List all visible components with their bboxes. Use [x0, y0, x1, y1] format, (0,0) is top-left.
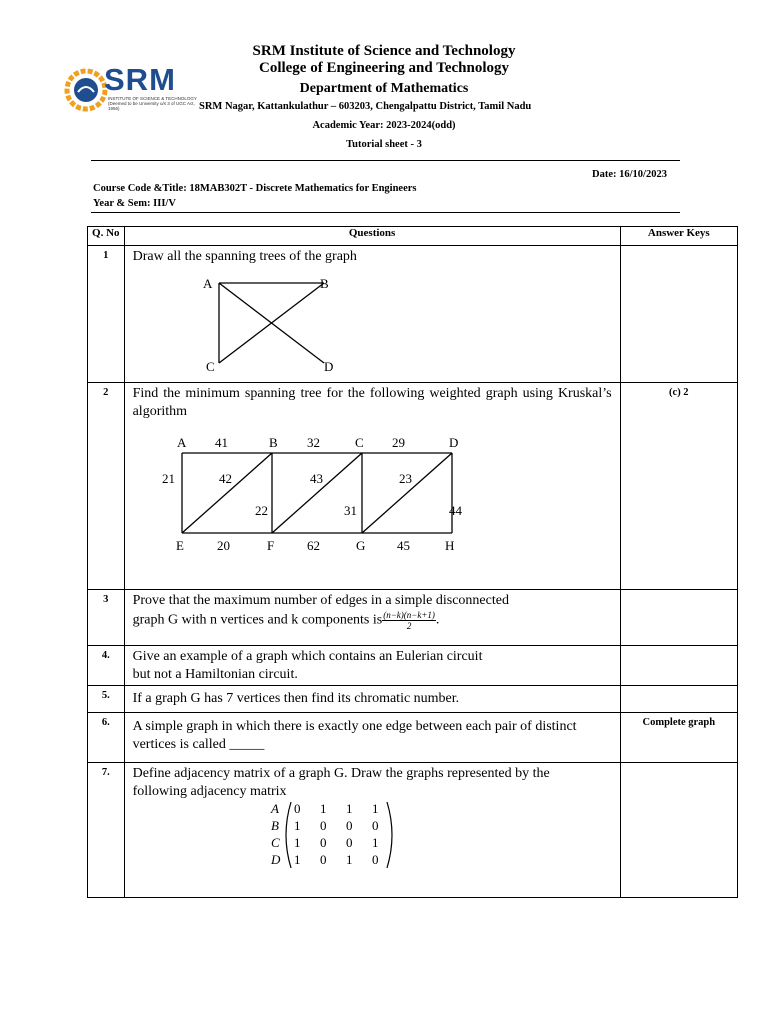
weight-gh: 45: [396, 538, 410, 553]
weight-dg-diagonal: 23: [398, 471, 412, 486]
table-row: [88, 646, 738, 686]
vertex-label-e: E: [175, 538, 184, 553]
matrix-cell: 0: [293, 801, 301, 816]
weight-bf: 22: [254, 503, 268, 518]
table-row: [88, 713, 738, 763]
question-cell: [124, 246, 620, 383]
questions-header: Questions: [124, 227, 620, 246]
weight-cg: 31: [343, 503, 357, 518]
date: Date: 16/10/2023: [592, 169, 667, 180]
question-number: 6.: [88, 713, 125, 763]
vertex-label-f: F: [266, 538, 274, 553]
matrix-cell: 0: [371, 852, 379, 867]
logo-subtitle: INSTITUTE OF SCIENCE & TECHNOLOGY (Deemed to be University u/s 3 of UGC Act, 1956): [108, 96, 197, 111]
table-header-row: [88, 227, 738, 246]
weight-ab: 41: [214, 435, 228, 450]
weight-ae: 21: [161, 471, 175, 486]
question-cell: [124, 763, 620, 898]
department-name: Department of Mathematics: [299, 81, 469, 96]
matrix-cell: 1: [345, 852, 353, 867]
matrix-cell: 1: [371, 835, 379, 850]
header-rule: [91, 160, 680, 161]
answer-cell: [620, 763, 737, 898]
spanning-tree-graph: [199, 268, 399, 373]
question-text-line2: graph G with n vertices and k components is $\frac{(n-k)(n-k+1)}{2}$ .: [132, 610, 440, 631]
adjacency-matrix: [269, 801, 449, 871]
question-text: Define adjacency matrix of a graph G. Draw the graphs represented by the following adjacency matrix: [132, 766, 550, 799]
answer-cell: [620, 686, 737, 713]
weight-cd: 29: [391, 435, 405, 450]
weight-fg: 62: [306, 538, 320, 553]
table-row: [88, 763, 738, 898]
logo-text: SRM: [104, 62, 176, 97]
weight-ef: 20: [216, 538, 230, 553]
question-text: Draw all the spanning trees of the graph: [132, 249, 357, 264]
answer-cell: (c) 2: [620, 383, 737, 590]
course-title: Course Code &Title: 18MAB302T - Discrete Mathematics for Engineers: [93, 183, 417, 194]
matrix-cell: 0: [319, 852, 327, 867]
vertex-label-a: A: [176, 435, 186, 450]
matrix-row-label: D: [270, 852, 280, 867]
qno-header: Q. No: [88, 227, 125, 246]
vertex-label-c: C: [354, 435, 364, 450]
question-text: If a graph G has 7 vertices then find its chromatic number.: [124, 686, 620, 713]
question-cell: [124, 383, 620, 590]
vertex-label-h: H: [444, 538, 454, 553]
answer-cell: Complete graph: [620, 713, 737, 763]
vertex-label-a: A: [202, 276, 212, 291]
vertex-label-c: C: [205, 359, 215, 373]
question-number: 5.: [88, 686, 125, 713]
question-number: 7.: [88, 763, 125, 898]
question-cell: [124, 590, 620, 646]
question-text: Prove that the maximum number of edges in a simple disconnected: [132, 593, 509, 608]
matrix-cell: 1: [293, 818, 301, 833]
weight-bf-diagonal: 42: [218, 471, 232, 486]
matrix-cell: 1: [345, 801, 353, 816]
question-text-part: graph G with n vertices and k components is: [132, 612, 383, 628]
formula-denominator: 2: [406, 621, 412, 631]
meta-rule: [91, 212, 680, 213]
institute-name: SRM Institute of Science and Technology: [252, 43, 516, 59]
question-number: 1: [88, 246, 125, 383]
matrix-cell: 0: [371, 818, 379, 833]
srm-emblem-icon: [64, 68, 108, 112]
weight-dh: 44: [448, 503, 462, 518]
weighted-graph: [157, 429, 517, 554]
matrix-cell: 0: [319, 818, 327, 833]
question-number: 3: [88, 590, 125, 646]
table-row: [88, 686, 738, 713]
weight-cf-diagonal: 43: [309, 471, 323, 486]
matrix-cell: 1: [293, 835, 301, 850]
matrix-cell: 0: [345, 818, 353, 833]
table-row: [88, 246, 738, 383]
vertex-label-d: D: [323, 359, 333, 373]
tutorial-sheet: Tutorial sheet - 3: [346, 139, 422, 150]
answers-header: Answer Keys: [620, 227, 737, 246]
formula-fraction: [382, 610, 436, 631]
answer-cell: [620, 590, 737, 646]
question-text: Give an example of a graph which contains an Eulerian circuit but not a Hamiltonian circuit.: [124, 646, 620, 686]
matrix-cell: 1: [293, 852, 301, 867]
vertex-label-b: B: [319, 276, 329, 291]
answer-cell: [620, 246, 737, 383]
matrix-row-label: C: [270, 835, 280, 850]
vertex-label-g: G: [355, 538, 365, 553]
matrix-row-label: B: [270, 818, 279, 833]
academic-year: Academic Year: 2023-2024(odd): [312, 120, 456, 131]
vertex-label-b: B: [268, 435, 278, 450]
question-number: 4.: [88, 646, 125, 686]
question-number: 2: [88, 383, 125, 590]
weight-bc: 32: [306, 435, 320, 450]
matrix-row-label: A: [270, 801, 279, 816]
vertex-label-d: D: [448, 435, 458, 450]
matrix-cell: 0: [345, 835, 353, 850]
matrix-cell: 1: [371, 801, 379, 816]
table-row: [88, 383, 738, 590]
address: SRM Nagar, Kattankulathur – 603203, Chengalpattu District, Tamil Nadu: [199, 101, 532, 112]
table-row: [88, 590, 738, 646]
formula-numerator: (n−k)(n−k+1): [383, 610, 435, 620]
question-text: A simple graph in which there is exactly one edge between each pair of distinct vertices is called _____: [124, 713, 620, 763]
matrix-cell: 1: [319, 801, 327, 816]
matrix-cell: 0: [319, 835, 327, 850]
year-sem: Year & Sem: III/V: [93, 198, 176, 209]
questions-table: [87, 226, 738, 898]
college-name: College of Engineering and Technology: [258, 60, 510, 76]
answer-cell: [620, 646, 737, 686]
question-text: Find the minimum spanning tree for the following weighted graph using Kruskal’s algorithm: [132, 386, 612, 419]
